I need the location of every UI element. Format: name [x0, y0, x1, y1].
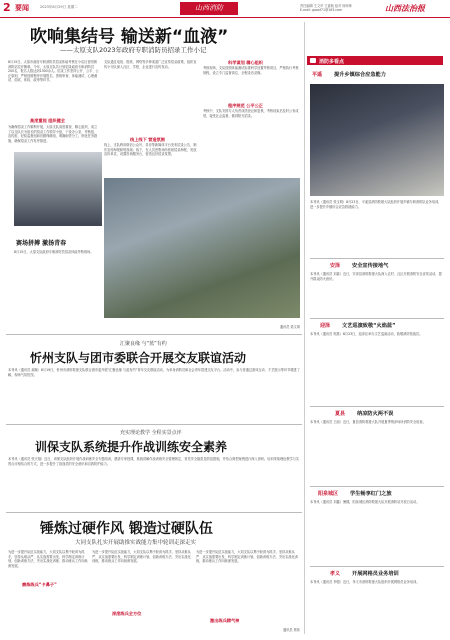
editor-line: 责任编辑 王文华 王嘉航 组对 杨帅帅 — [300, 4, 352, 8]
newspaper-logo: 山西法治报 — [385, 4, 425, 13]
main-subhead-4: 程序规范 公平公正 — [228, 103, 263, 108]
field-training-photo — [104, 178, 300, 318]
sidebar-body-xiaxian: 本刊讯（通讯员 王丽）近日，夏县消防救援大队开展夏季纳凉场所消防安全检查。 — [310, 420, 426, 424]
sidebar-title-anze: 安全宣传接地气 — [352, 263, 389, 269]
sidebar-divider — [310, 566, 444, 567]
page-header — [0, 0, 450, 18]
article4-subhead-3: 激出练兵精气神 — [210, 618, 240, 623]
editor-email: E-mail: gaoxf71@163.com — [300, 8, 343, 12]
sidebar-body-xiaoyi: 本刊讯（通讯员 李强）近日，孝义市消防救援大队组织开展网格员业务培训。 — [310, 580, 420, 584]
article2-body: 本刊讯（通讯员 郝婉）8月19日，忻州市消防救援支队联合团市委开展“汇聚良缘 与蓝有约”青年交友联谊活动，为单身消防员和社会青年搭建交友平台。活动中，参与者通过游戏互动、才艺展示等环节增进了解，现场气氛热烈。 — [8, 368, 300, 377]
column-logo: 山西消防 — [180, 2, 238, 15]
sidebar-title-yingze: 文艺巡演致敬“火焰蓝” — [342, 323, 396, 329]
main-body-col3: 考核现场，支队按照体能测试标准科学设置考核项目，严格执行考核规程，设立专门监督岗位，全程录音录像。 — [203, 66, 299, 75]
main-headline: 吹响集结号 输送新“血液” — [30, 27, 229, 47]
article4-subhead-2: 深度练兵全方位 — [112, 611, 142, 616]
article4-byline: 通讯员 郭伟 — [283, 628, 300, 632]
stadium-photo — [14, 152, 102, 226]
main-body-col1b: 为确保招录工作顺利开展，太原支队高度重视、精心组织，成立了以支队长为组长的招录工作领导小组，下设办公室、考核组、宣传组、纪检监督组和后勤保障组，明确职责分工，细化任务措施，确保招录工作有序推进。 — [8, 125, 98, 143]
main-byline: 通讯员 梁文琪 — [279, 325, 300, 329]
main-body-col2: 支队通过电视、报纸、网络等多种渠道广泛宣传招录政策，组织宣传小分队深入社区、学校、企业进行宣传发动。 — [104, 60, 197, 69]
sidebar-divider — [310, 318, 444, 319]
article4-subheadline: 大同支队扎实开展助推实战能力集中轮训走深走实 — [75, 540, 197, 546]
article3-kicker: 充实理论教学 全程实景点评 — [120, 430, 182, 436]
sidebar-header — [307, 56, 443, 65]
sidebar-title-xiaoyi: 开展网格员业务培训 — [352, 571, 399, 577]
column-divider — [304, 22, 305, 634]
sidebar-header-label: 消防多看点 — [319, 58, 345, 65]
sidebar-divider — [310, 486, 444, 487]
flame-icon — [310, 58, 316, 63]
sidebar-body-yingze: 本刊讯（通讯员 郭燕）8月23日，迎泽区举办文艺巡演活动，致敬消防指战员。 — [310, 332, 423, 336]
main-subhead-1: 高度重视 组织健全 — [30, 118, 65, 123]
sidebar-tag-yingze: 迎泽 — [320, 323, 331, 329]
divider — [6, 334, 302, 335]
sidebar-tag-yangquan: 阳泉城区 — [318, 491, 339, 497]
main-body-col1: 8月15日，太原市政府专职消防员招录体能考核在小店区晋阳街消防站拉开帷幕。今年，太原支队共计划招录政府专职消防员200名，报名人数达到1300余人。招录工作坚持公开、公平、公正原则，严格按照程序开展报名、资格审查、体能测试、心理测试、面试、体检、政审等环节。 — [8, 60, 99, 83]
article4-body-col3: 为进一步提升队伍实战能力，大同支队以集中轮训为抓手，坚持从难从严、从实战需要出发，科学制定训练计划，创新训练方法，突出实战化训练，推动练兵工作向纵深发展。 — [196, 550, 298, 564]
sidebar-body-anze: 本刊讯（通讯员 刘嘉）近日，安泽县消防救援大队深入农村、社区开展消防安全宣传活动，提升群众防火意识。 — [310, 272, 442, 281]
sidebar-tag-xiaxian: 夏县 — [335, 411, 346, 417]
editor-info — [300, 4, 380, 12]
article4-body: 为进一步提升队伍实战能力，大同支队以集中轮训为抓手，坚持从难从严、从实战需要出发，科学制定训练计划，创新训练方法，突出实战化训练，推动练兵工作向纵深发展。 — [8, 550, 88, 568]
divider — [6, 512, 302, 513]
article4-body-col2: 为进一步提升队伍实战能力，大同支队以集中轮训为抓手，坚持从难从严、从实战需要出发，科学制定训练计划，创新训练方法，突出实战化训练，推动练兵工作向纵深发展。 — [92, 550, 191, 564]
article3-body: 本刊讯（通讯员 张天翔）近日，训保支队组织开展作战训练安全专题培训，邀请专家授课，系统讲解作战训练安全管理规定、常见安全隐患及防范措施，并结合典型案例进行深入剖析。培训采取理论教学与实景点评相结合的方式，进一步提升了指战员的安全意识和自我防护能力。 — [8, 457, 300, 466]
page-section: 要闻 — [15, 4, 29, 12]
sidebar-divider — [310, 406, 444, 407]
article2-headline: 忻州支队与团市委联合开展交友联谊活动 — [30, 351, 247, 365]
page-number: 2 — [3, 1, 11, 14]
photo-note: 8月15日，太原支队政府专职消防员招录体能考核现场。 — [14, 250, 94, 254]
photo-caption: 赛场拼搏 激扬青春 — [16, 240, 67, 247]
article2-kicker: 汇聚良缘 与“蓝”有约 — [120, 341, 167, 347]
sidebar-divider — [310, 258, 444, 259]
sidebar-tag-pingyao: 平遥 — [312, 72, 323, 78]
issue-date: 2023年8月29日 星期二 — [40, 5, 78, 9]
sidebar-tag-anze: 安泽 — [330, 263, 341, 269]
sidebar-title-yangquan: 学生畅享红门之旅 — [350, 491, 392, 497]
main-subhead-2: 线上线下 营造氛围 — [130, 137, 165, 142]
article3-headline: 训保支队系统提升作战训练安全素养 — [35, 440, 228, 454]
divider — [6, 424, 302, 425]
main-subheadline: ——太原支队2023年政府专职消防员招录工作小记 — [60, 46, 207, 54]
sidebar-body-yangquan: 本刊讯（通讯员 刘鑫）暑期，阳泉城区消防救援大队开展消防站开放日活动。 — [310, 500, 420, 504]
main-subhead-3: 科学谋划 精心组织 — [228, 60, 263, 65]
sidebar-title-xiaxian: 纳凉防火两不误 — [357, 411, 394, 417]
sidebar-body-pingyao: 本刊讯（通讯员 张玉明）8月23日，平遥县消防救援大队组织开展乡镇专职消防队业务培训，进一步提升乡镇综合应急救援能力。 — [310, 200, 442, 209]
main-body-col3b: 考核中，支队安排专人负责成绩登记和复核，考核结束后及时公布成绩，接受社会监督，做到阳光招录。 — [203, 109, 299, 118]
training-photo — [310, 84, 444, 196]
sidebar-title-pingyao: 提升乡镇综合应急能力 — [334, 72, 386, 78]
main-body-col2b: 线上，支队利用微信公众号、抖音等新媒体平台发布招录公告，制作宣传海报和短视频；线下，在人员密集场所张贴招录海报，发放宣传单页，设置咨询服务台，营造良好招录氛围。 — [104, 143, 197, 157]
sidebar-tag-xiaoyi: 孝义 — [330, 571, 341, 577]
article4-headline: 锤炼过硬作风 锻造过硬队伍 — [40, 521, 213, 537]
article4-subhead-1: 磨炼练兵“卡鼻子” — [22, 582, 57, 587]
